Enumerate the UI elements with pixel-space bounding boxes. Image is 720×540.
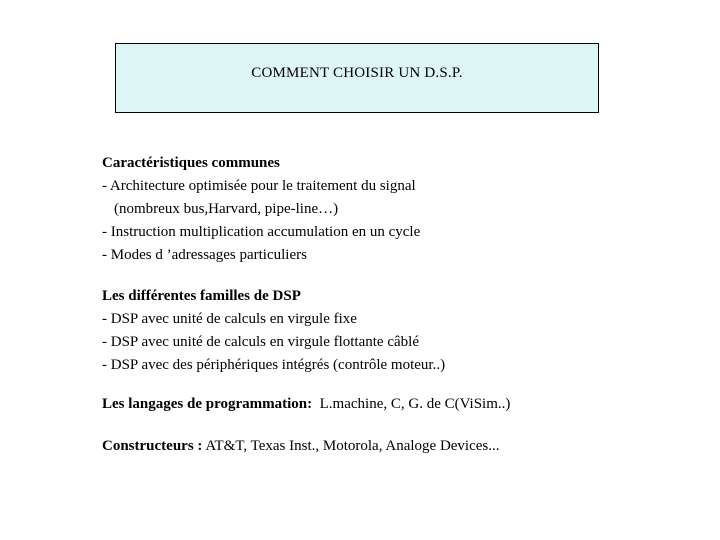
section-common-features — [102, 152, 420, 267]
page-title: COMMENT CHOISIR UN D.S.P. — [251, 65, 463, 81]
list-item: - Instruction multiplication accumulation en un cycle — [102, 224, 421, 240]
languages-value: L.machine, C, G. de C(ViSim..) — [312, 396, 511, 412]
section-manufacturers — [102, 435, 500, 458]
languages-label: Les langages de programmation: — [102, 396, 313, 412]
languages-line — [102, 393, 510, 416]
section-heading: Les différentes familles de DSP — [102, 288, 301, 304]
section-languages — [102, 393, 510, 416]
list-item: - DSP avec unité de calculs en virgule flottante câblé — [102, 334, 419, 350]
list-item: - DSP avec des périphériques intégrés (contrôle moteur..) — [102, 357, 446, 373]
manufacturers-value: AT&T, Texas Inst., Motorola, Analoge Devices... — [202, 438, 500, 454]
manufacturers-line — [102, 435, 500, 458]
section-heading: Caractéristiques communes — [102, 155, 280, 171]
list-item: (nombreux bus,Harvard, pipe-line…) — [114, 201, 339, 217]
section-dsp-families — [102, 285, 445, 377]
list-item: - Architecture optimisée pour le traitement du signal — [102, 178, 416, 194]
list-item: - Modes d ’adressages particuliers — [102, 247, 307, 263]
list-item: - DSP avec unité de calculs en virgule fixe — [102, 311, 357, 327]
title-box — [115, 43, 599, 113]
manufacturers-label: Constructeurs : — [102, 438, 203, 454]
